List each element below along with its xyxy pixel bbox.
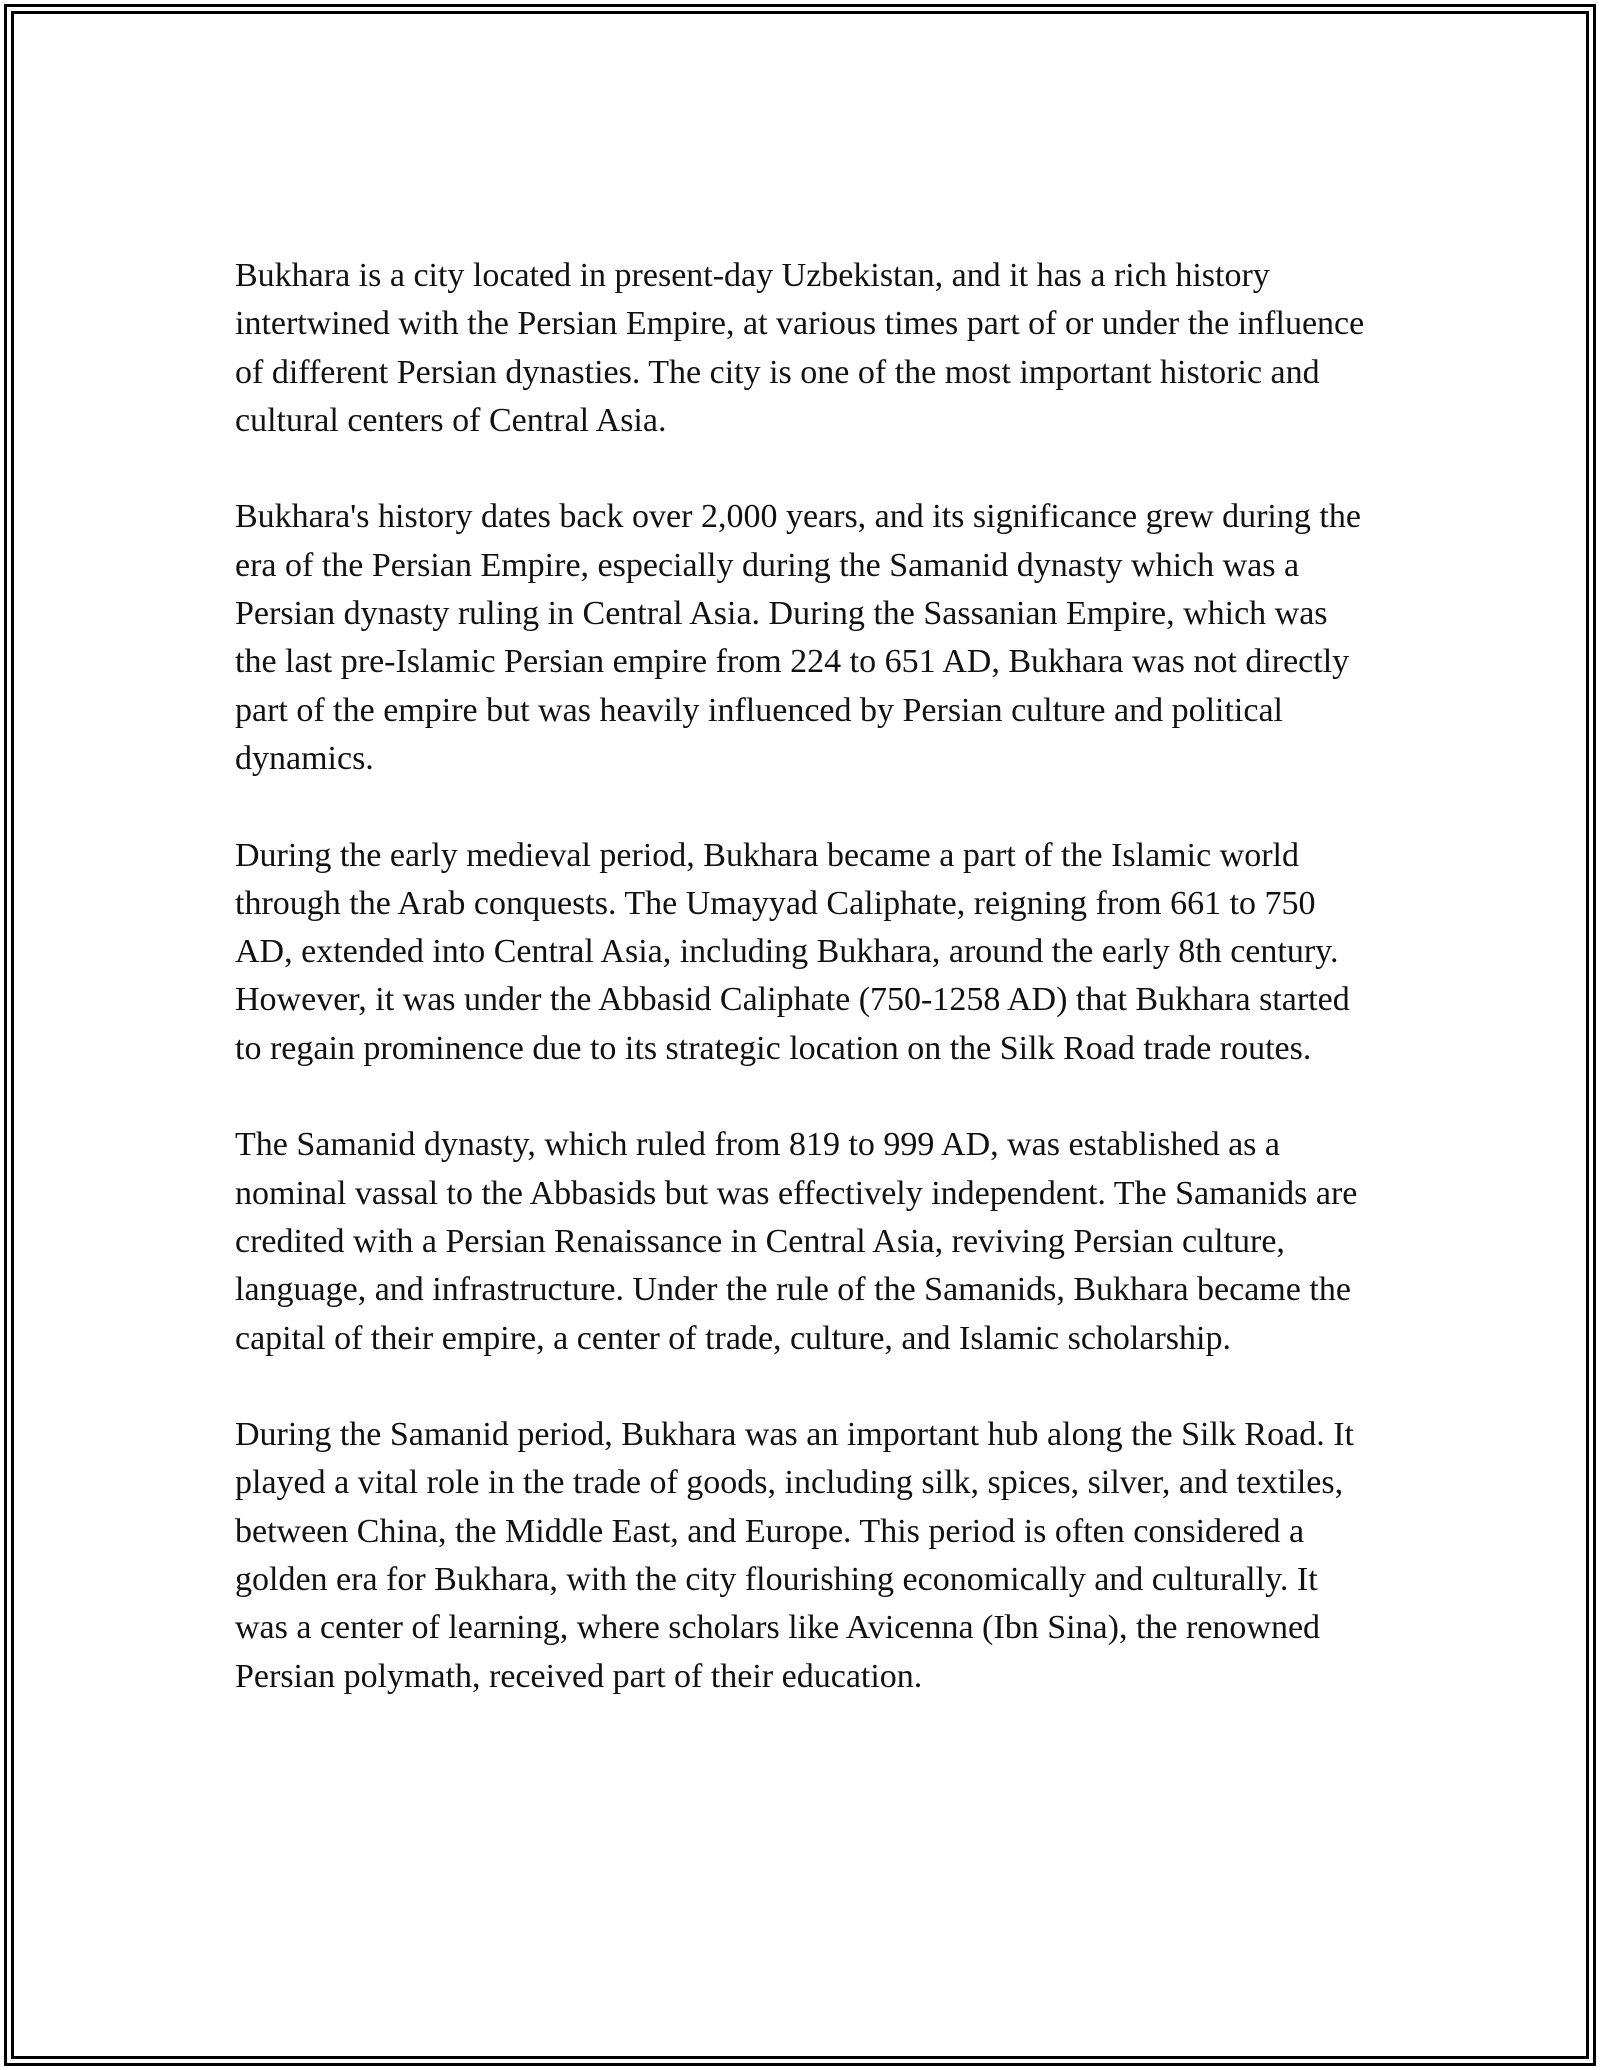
paragraph-1: Bukhara is a city located in present-day Uzbekistan, and it has a rich history intertwined with the Persian Empire, at various times part of or under the influence of different Persian dynasties. The city is one of the most important historic and cultural centers of Central Asia.: [235, 257, 1365, 439]
paragraph-2: Bukhara's history dates back over 2,000 years, and its significance grew during the era of the Persian Empire, especially during the Samanid dynasty which was a Persian dynasty ruling in Central Asia. During the Sassanian Empire, which was the last pre-Islamic Persian empire from 224 to 651 AD, Bukhara was not directly part of the empire but was heavily influenced by Persian culture and political dynamics.: [235, 498, 1361, 777]
paragraph-3: During the early medieval period, Bukhara became a part of the Islamic world through the Arab conquests. The Umayyad Caliphate, reigning from 661 to 750 AD, extended into Central Asia, including Bukhara, around the early 8th century. However, it was under the Abbasid Caliphate (750-1258 AD) that Bukhara started to regain prominence due to its strategic location on the Silk Road trade routes.: [235, 836, 1350, 1067]
paragraph-4: The Samanid dynasty, which ruled from 819 to 999 AD, was established as a nominal vassal to the Abbasids but was effectively independent. The Samanids are credited with a Persian Renaissance in Central Asia, reviving Persian culture, language, and infrastructure. Under the rule of the Samanids, Bukhara became the capital of their empire, a center of trade, culture, and Islamic scholarship.: [235, 1126, 1358, 1357]
document-body: [235, 252, 1375, 1701]
paragraph-5: During the Samanid period, Bukhara was an important hub along the Silk Road. It played a vital role in the trade of goods, including silk, spices, silver, and textiles, between China, the Middle East, and Europe. This period is often considered a golden era for Bukhara, with the city flourishing economically and culturally. It was a center of learning, where scholars like Avicenna (Ibn Sina), the renowned Persian polymath, received part of their education.: [235, 1416, 1354, 1695]
